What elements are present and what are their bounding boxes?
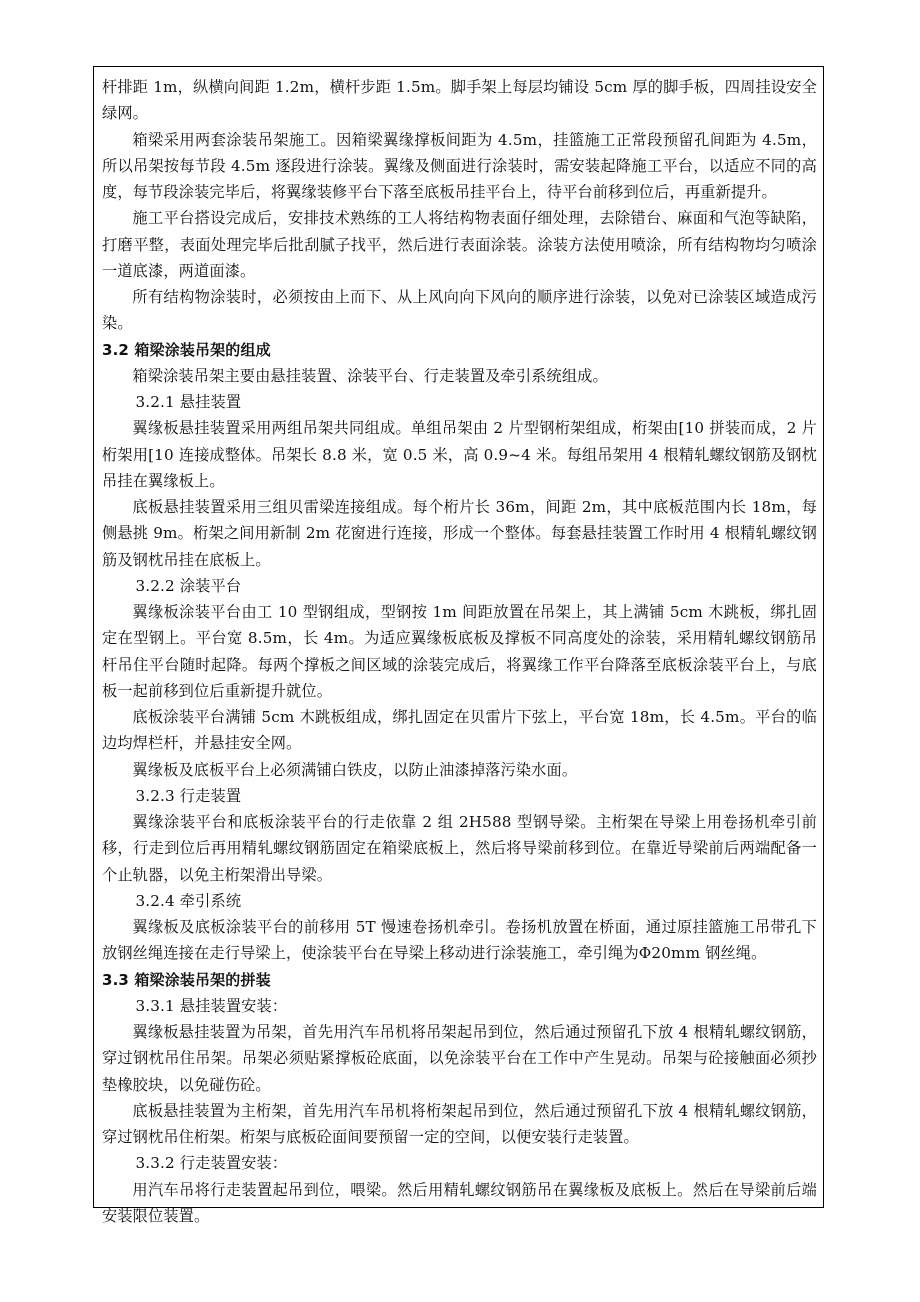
paragraph: 翼缘板悬挂装置采用两组吊架共同组成。单组吊架由 2 片型钢桁架组成，桁架由[10 拼装而成，2 片桁架用[10 连接成整体。吊架长 8.8 米，宽 0.5 米，高 0.9~4 米。每组吊架用 4 根精轧螺纹钢筋及钢枕吊挂在翼缘板上。: [102, 419, 817, 490]
paragraph: 箱梁涂装吊架主要由悬挂装置、涂装平台、行走装置及牵引系统组成。: [132, 366, 608, 385]
paragraph: 底板悬挂装置为主桁架，首先用汽车吊机将桁架起吊到位，然后通过预留孔下放 4 根精轧螺纹钢筋，穿过钢枕吊住桁架。桁架与底板砼面间要预留一定的空间，以便安装行走装置。: [102, 1101, 817, 1146]
subsection-heading: 3.2.3 行走装置: [135, 786, 242, 805]
paragraph: 施工平台搭设完成后，安排技术熟练的工人将结构物表面仔细处理，去除错台、麻面和气泡等缺陷，打磨平整，表面处理完毕后批刮腻子找平，然后进行表面涂装。涂装方法使用喷涂，所有结构物均匀喷涂一道底漆，两道面漆。: [102, 209, 817, 280]
paragraph: 翼缘板涂装平台由工 10 型钢组成，型钢按 1m 间距放置在吊架上，其上满铺 5cm 木跳板，绑扎固定在型钢上。平台宽 8.5m，长 4m。为适应翼缘板底板及撑板不同高度处的涂装，采用精轧螺纹钢筋吊杆吊住平台随时起降。每两个撑板之间区域的涂装完成后，将翼缘工作平台降落至底板涂装平台上，与底板一起前移到位后重新提升就位。: [102, 603, 817, 700]
paragraph: 翼缘板及底板涂装平台的前移用 5T 慢速卷扬机牵引。卷扬机放置在桥面，通过原挂篮施工吊带孔下放钢丝绳连接在走行导梁上，使涂装平台在导梁上移动进行涂装施工，牵引绳为Φ20mm 钢丝绳。: [102, 918, 817, 963]
document-body: [102, 74, 817, 1229]
subsection-heading: 3.3.2 行走装置安装：: [135, 1154, 288, 1173]
paragraph: 箱梁采用两套涂装吊架施工。因箱梁翼缘撑板间距为 4.5m，挂篮施工正常段预留孔间距为 4.5m，所以吊架按每节段 4.5m 逐段进行涂装。翼缘及侧面进行涂装时，需安装起降施工平台，以适应不同的高度，每节段涂装完毕后，将翼缘装修平台下落至底板吊挂平台上，待平台前移到位后，再重新提升。: [102, 130, 817, 201]
subsection-heading: 3.2.2 涂装平台: [135, 576, 242, 595]
paragraph: 底板涂装平台满铺 5cm 木跳板组成，绑扎固定在贝雷片下弦上，平台宽 18m，长 4.5m。平台的临边均焊栏杆，并悬挂安全网。: [102, 708, 817, 753]
document-table-cell: [93, 66, 824, 1225]
subsection-heading: 3.3.1 悬挂装置安装：: [135, 996, 288, 1015]
section-heading: 3.3 箱梁涂装吊架的拼装: [102, 970, 271, 989]
subsection-heading: 3.2.4 牵引系统: [135, 891, 242, 910]
paragraph: 翼缘板悬挂装置为吊架，首先用汽车吊机将吊架起吊到位，然后通过预留孔下放 4 根精轧螺纹钢筋，穿过钢枕吊住吊架。吊架必须贴紧撑板砼底面，以免涂装平台在工作中产生晃动。吊架与砼接触面必须抄垫橡胶块，以免碰伤砼。: [102, 1023, 817, 1094]
paragraph: 翼缘涂装平台和底板涂装平台的行走依靠 2 组 2H588 型钢导梁。主桁架在导梁上用卷扬机牵引前移，行走到位后再用精轧螺纹钢筋固定在箱梁底板上，然后将导梁前移到位。在靠近导梁前后两端配备一个止轨器，以免主桁架滑出导梁。: [102, 813, 817, 884]
paragraph: 用汽车吊将行走装置起吊到位，喂梁。然后用精轧螺纹钢筋吊在翼缘板及底板上。然后在导梁前后端安装限位装置。: [102, 1180, 817, 1225]
section-heading: 3.2 箱梁涂装吊架的组成: [102, 340, 271, 359]
paragraph: 翼缘板及底板平台上必须满铺白铁皮，以防止油漆掉落污染水面。: [132, 760, 578, 779]
paragraph: 底板悬挂装置采用三组贝雷梁连接组成。每个桁片长 36m，间距 2m，其中底板范围内长 18m，每侧悬挑 9m。桁架之间用新制 2m 花窗进行连接，形成一个整体。每套悬挂装置工作时用 4 根精轧螺纹钢筋及钢枕吊挂在底板上。: [102, 498, 817, 569]
subsection-heading: 3.2.1 悬挂装置: [135, 393, 242, 411]
paragraph: 所有结构物涂装时，必须按由上而下、从上风向向下风向的顺序进行涂装，以免对已涂装区域造成污染。: [102, 288, 817, 333]
paragraph: 杆排距 1m，纵横向间距 1.2m，横杆步距 1.5m。脚手架上每层均铺设 5cm 厚的脚手板，四周挂设安全绿网。: [102, 78, 817, 123]
